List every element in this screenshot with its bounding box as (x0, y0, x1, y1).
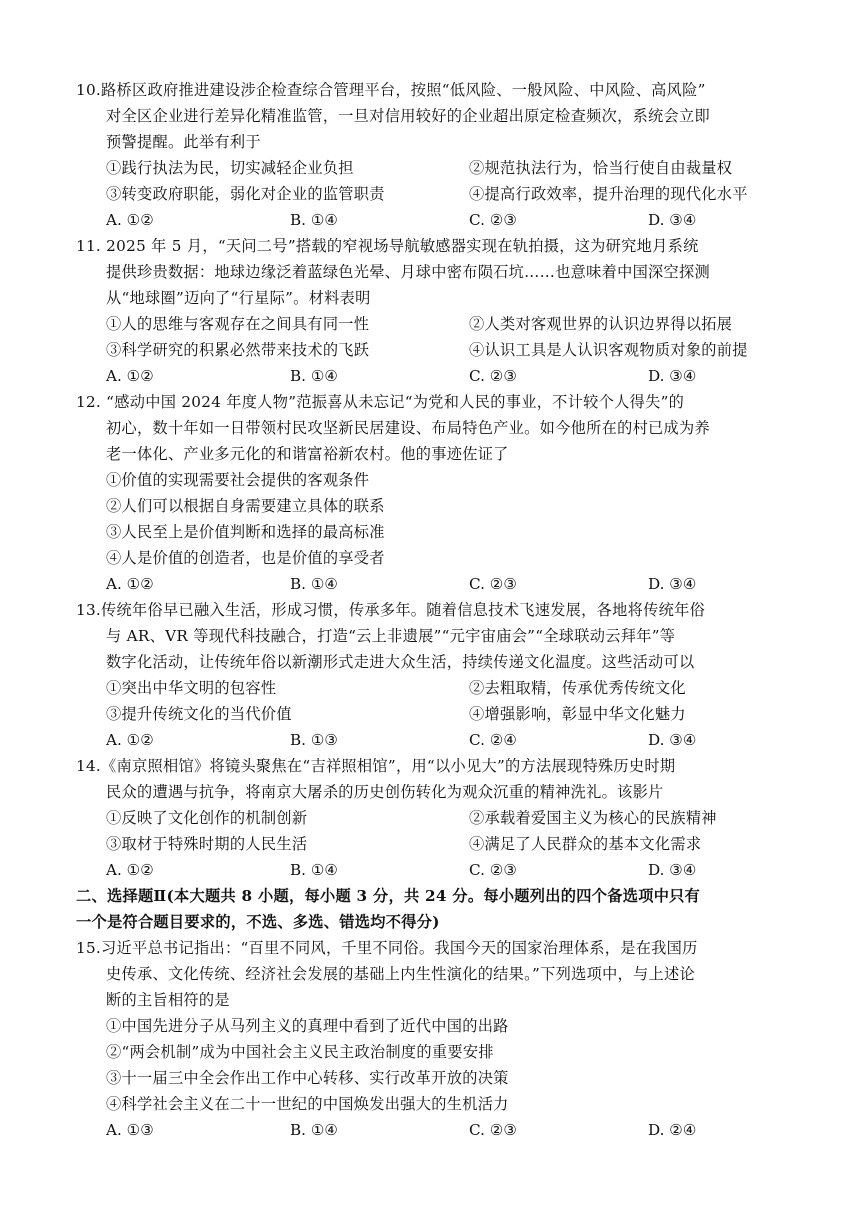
question-stem-line: 11. 2025 年 5 月，“天问二号”搭载的窄视场导航敏感器实现在轨拍摄，这为研究地月系统 (76, 237, 699, 255)
question-stem-line: 15.习近平总书记指出：“百里不同风，千里不同俗。我国今天的国家治理体系，是在我国历 (76, 939, 698, 957)
answer-option-a[interactable]: A. ①② (106, 861, 154, 879)
section-heading-line: 一个是符合题目要求的，不选、多选、错选均不得分) (76, 913, 440, 931)
statement-item: ③科学研究的积累必然带来技术的飞跃 (106, 341, 370, 359)
question-stem-line: 与 AR、VR 等现代科技融合，打造“云上非遗展”“元宇宙庙会”“全球联动云拜年”等 (106, 627, 676, 645)
statement-item: ①突出中华文明的包容性 (106, 679, 277, 697)
statement-item: ①人的思维与客观存在之间具有同一性 (106, 315, 370, 333)
statement-item: ②承载着爱国主义为核心的民族精神 (469, 809, 717, 827)
answer-option-b[interactable]: B. ①④ (290, 367, 339, 385)
answer-option-c[interactable]: C. ②③ (469, 575, 517, 593)
answer-option-d[interactable]: D. ③④ (648, 861, 697, 879)
question-stem-line: 初心，数十年如一日带领村民攻坚新民居建设、布局特色产业。如今他所在的村已成为养 (106, 419, 711, 437)
statement-item: ④认识工具是人认识客观物质对象的前提 (469, 341, 748, 359)
question-stem-line: 13.传统年俗早已融入生活，形成习惯，传承多年。随着信息技术飞速发展，各地将传统年俗 (76, 601, 706, 619)
question-stem-line: 断的主旨相符的是 (106, 991, 230, 1009)
answer-option-a[interactable]: A. ①② (106, 211, 154, 229)
statement-item: ④满足了人民群众的基本文化需求 (469, 835, 702, 853)
answer-option-d[interactable]: D. ③④ (648, 731, 697, 749)
answer-option-c[interactable]: C. ②④ (469, 731, 517, 749)
question-stem-line: 10.路桥区政府推进建设涉企检查综合管理平台，按照“低风险、一般风险、中风险、高风险” (76, 81, 706, 99)
question-stem-line: 从“地球圈”迈向了“行星际”。材料表明 (106, 289, 371, 307)
statement-item: ③转变政府职能，弱化对企业的监管职责 (106, 185, 385, 203)
statement-item: ②人们可以根据自身需要建立具体的联系 (106, 497, 385, 515)
question-stem-line: 预警提醒。此举有利于 (106, 133, 261, 151)
question-stem-line: 提供珍贵数据：地球边缘泛着蓝绿色光晕、月球中密布陨石坑……也意味着中国深空探测 (106, 263, 711, 281)
answer-option-c[interactable]: C. ②③ (469, 1121, 517, 1139)
answer-option-d[interactable]: D. ③④ (648, 211, 697, 229)
answer-option-b[interactable]: B. ①④ (290, 211, 339, 229)
statement-item: ②规范执法行为，恰当行使自由裁量权 (469, 159, 733, 177)
answer-option-a[interactable]: A. ①② (106, 575, 154, 593)
answer-option-d[interactable]: D. ②④ (648, 1121, 697, 1139)
statement-item: ③人民至上是价值判断和选择的最高标准 (106, 523, 385, 541)
question-stem-line: 史传承、文化传统、经济社会发展的基础上内生性演化的结果。”下列选项中，与上述论 (106, 965, 695, 983)
question-stem-line: 民众的遭遇与抗争，将南京大屠杀的历史创伤转化为观众沉重的精神洗礼。该影片 (106, 783, 664, 801)
section-heading-line: 二、选择题Ⅱ(本大题共 8 小题，每小题 3 分，共 24 分。每小题列出的四个备选项中只有 (76, 887, 701, 905)
question-stem-line: 12. “感动中国 2024 年度人物”范振喜从未忘记“为党和人民的事业，不计较个人得失”的 (76, 393, 685, 411)
answer-option-d[interactable]: D. ③④ (648, 367, 697, 385)
answer-option-c[interactable]: C. ②③ (469, 861, 517, 879)
statement-item: ②去粗取精，传承优秀传统文化 (469, 679, 686, 697)
answer-option-a[interactable]: A. ①③ (106, 1121, 154, 1139)
statement-item: ①价值的实现需要社会提供的客观条件 (106, 471, 370, 489)
answer-option-b[interactable]: B. ①④ (290, 575, 339, 593)
question-stem-line: 对全区企业进行差异化精准监管，一旦对信用较好的企业超出原定检查频次，系统会立即 (106, 107, 711, 125)
question-stem-line: 数字化活动，让传统年俗以新潮形式走进大众生活，持续传递文化温度。这些活动可以 (106, 653, 695, 671)
answer-option-c[interactable]: C. ②③ (469, 211, 517, 229)
statement-item: ④增强影响，彰显中华文化魅力 (469, 705, 686, 723)
answer-option-b[interactable]: B. ①④ (290, 1121, 339, 1139)
statement-item: ①反映了文化创作的机制创新 (106, 809, 308, 827)
answer-option-c[interactable]: C. ②③ (469, 367, 517, 385)
statement-item: ③提升传统文化的当代价值 (106, 705, 292, 723)
answer-option-b[interactable]: B. ①④ (290, 861, 339, 879)
answer-option-b[interactable]: B. ①③ (290, 731, 339, 749)
question-stem-line: 老一体化、产业多元化的和谐富裕新农村。他的事迹佐证了 (106, 445, 509, 463)
statement-item: ①中国先进分子从马列主义的真理中看到了近代中国的出路 (106, 1017, 509, 1035)
statement-item: ④提高行政效率，提升治理的现代化水平 (469, 185, 748, 203)
statement-item: ④人是价值的创造者，也是价值的享受者 (106, 549, 385, 567)
answer-option-d[interactable]: D. ③④ (648, 575, 697, 593)
statement-item: ②人类对客观世界的认识边界得以拓展 (469, 315, 733, 333)
statement-item: ①践行执法为民，切实减轻企业负担 (106, 159, 354, 177)
statement-item: ④科学社会主义在二十一世纪的中国焕发出强大的生机活力 (106, 1095, 509, 1113)
answer-option-a[interactable]: A. ①② (106, 731, 154, 749)
statement-item: ②“两会机制”成为中国社会主义民主政治制度的重要安排 (106, 1043, 494, 1061)
statement-item: ③十一届三中全会作出工作中心转移、实行改革开放的决策 (106, 1069, 509, 1087)
answer-option-a[interactable]: A. ①② (106, 367, 154, 385)
statement-item: ③取材于特殊时期的人民生活 (106, 835, 308, 853)
question-stem-line: 14.《南京照相馆》将镜头聚焦在“吉祥照相馆”，用“以小见大”的方法展现特殊历史时期 (76, 757, 676, 775)
